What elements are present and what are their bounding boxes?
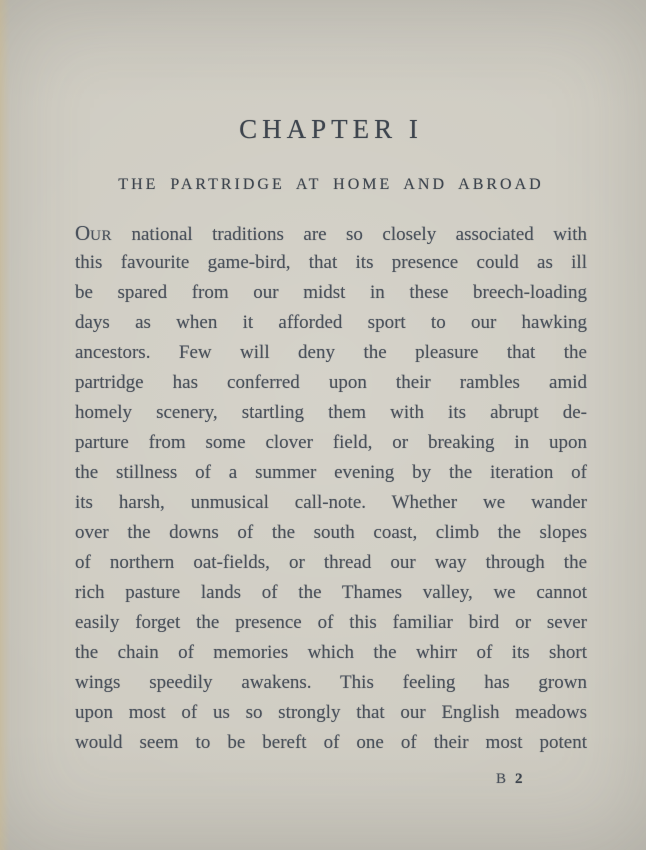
text-line: ancestors. Few will deny the pleasure that the xyxy=(75,342,587,363)
text-line-first xyxy=(75,218,587,248)
body-paragraph xyxy=(75,218,587,758)
signature-letter: B xyxy=(496,771,507,787)
text-line: would seem to be bereft of one of their most potent xyxy=(75,732,587,753)
text-line: rich pasture lands of the Thames valley, we cannot xyxy=(75,582,587,603)
text-line: the chain of memories which the whirr of its short xyxy=(75,642,587,663)
text-line: days as when it afforded sport to our hawking xyxy=(75,312,587,333)
chapter-heading: CHAPTER I xyxy=(239,114,423,144)
text-line: homely scenery, startling them with its abrupt de- xyxy=(75,402,587,423)
text-line: upon most of us so strongly that our English meadows xyxy=(75,702,587,723)
text-line: be spared from our midst in these breech-loading xyxy=(75,282,587,303)
text-line: wings speedily awakens. This feeling has grown xyxy=(75,672,587,693)
opening-capital: O xyxy=(75,221,91,245)
text-line: this favourite game-bird, that its presence could as ill xyxy=(75,252,587,273)
text-line: the stillness of a summer evening by the iteration of xyxy=(75,462,587,483)
text-line: over the downs of the south coast, climb the slopes xyxy=(75,522,587,543)
signature-number: 2 xyxy=(515,771,523,787)
text-line: its harsh, unmusical call-note. Whether we wander xyxy=(75,492,587,513)
signature-mark xyxy=(496,770,523,788)
chapter-subtitle: THE PARTRIDGE AT HOME AND ABROAD xyxy=(118,176,544,193)
text-line: partridge has conferred upon their rambles amid xyxy=(75,372,587,393)
opening-rest: national traditions are so closely associated with xyxy=(112,224,587,245)
opening-small-caps: UR xyxy=(90,228,113,244)
text-line: of northern oat-fields, or thread our way through the xyxy=(75,552,587,573)
text-line: easily forget the presence of this familiar bird or sever xyxy=(75,612,587,633)
text-line: parture from some clover field, or breaking in upon xyxy=(75,432,587,453)
